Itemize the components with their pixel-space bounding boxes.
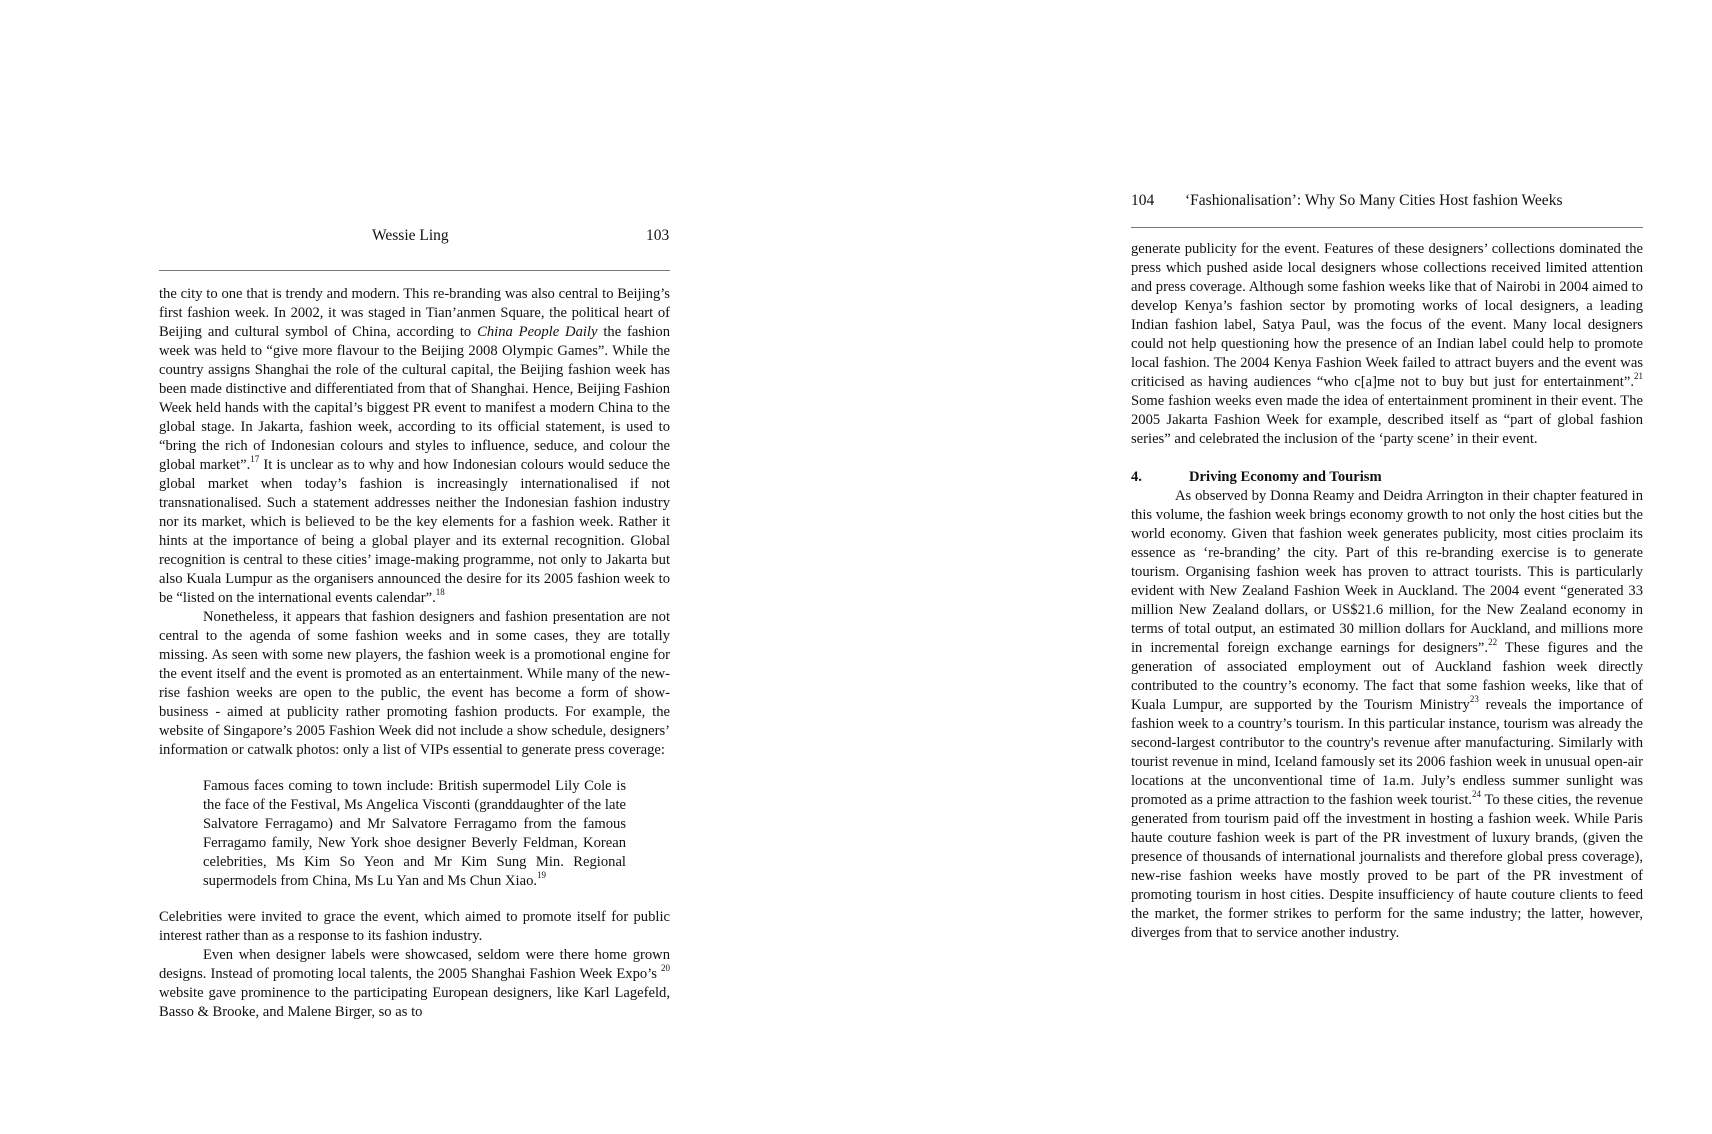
- footnote-ref: 22: [1488, 637, 1498, 648]
- paragraph: generate publicity for the event. Features of these designers’ collections dominated the press which pushed aside local designers whose collections received limited attention and press coverage. Although some fashion weeks like that of Nairobi in 2004 aimed to develop Kenya’s fashion sector by promoting works of local designers, a leading Indian fashion label, Satya Paul, was the focus of the event. Many local designers could not help questioning how the presence of an Indian label could help to promote local fashion. The 2004 Kenya Fashion Week failed to attract buyers and the event was criticised as having audiences “who c[a]me not to buy but just for entertainment”.$^{21}$ Some fashion weeks even made the idea of entertainment prominent in their event. The 2005 Jakarta Fashion Week for example, described itself as “part of global fashion series” and celebrated the inclusion of the ‘party scene’ in their event.: [1131, 241, 1643, 447]
- right-body-text: [1131, 240, 1643, 943]
- running-header-author: Wessie Ling: [372, 227, 449, 244]
- italic-title: China People Daily: [477, 324, 598, 340]
- footnote-ref: 18: [435, 587, 445, 598]
- header-rule: [159, 270, 670, 271]
- footnote-ref: 17: [250, 454, 260, 465]
- left-body-text: [159, 285, 670, 1022]
- footnote-ref: 20: [661, 963, 670, 974]
- section-number: 4.: [1131, 469, 1142, 485]
- footnote-ref: 24: [1472, 789, 1482, 800]
- section-title: Driving Economy and Tourism: [1189, 469, 1382, 485]
- paragraph: Celebrities were invited to grace the event, which aimed to promote itself for public interest rather than as a response to its fashion industry.: [159, 909, 670, 944]
- footnote-ref: 19: [537, 870, 547, 881]
- page-number: 103: [646, 227, 670, 244]
- paragraph: Nonetheless, it appears that fashion designers and fashion presentation are not central to the agenda of some fashion weeks and in some cases, they are totally missing. As seen with some new players, the fashion week is a promotional engine for the event itself and the event is promoted as an entertainment. While many of the new-rise fashion weeks are open to the public, the event has become a form of show-business - aimed at publicity rather promoting fashion products. For example, the website of Singapore’s 2005 Fashion Week did not include a show schedule, designers’ information or catwalk photos: only a list of VIPs essential to generate press coverage:: [159, 609, 670, 758]
- footnote-ref: 23: [1469, 694, 1479, 705]
- page-number: 104: [1131, 192, 1155, 209]
- section-heading: [1131, 468, 1643, 487]
- footnote-ref: 21: [1634, 371, 1643, 382]
- running-header-title: ‘Fashionalisation’: Why So Many Cities Host fashion Weeks: [1185, 192, 1563, 209]
- header-rule: [1131, 227, 1643, 228]
- paragraph: the city to one that is trendy and modern. This re-branding was also central to Beijing’s first fashion week. In 2002, it was staged in Tian’anmen Square, the political heart of Beijing and cultural symbol of China, according to China People Daily the fashion week was held to “give more flavour to the Beijing 2008 Olympic Games”. While the country assigns Shanghai the role of the cultural capital, the Beijing fashion week has been made distinctive and differentiated from that of Shanghai. Hence, Beijing Fashion Week held hands with the capital’s biggest PR event to manifest a modern China to the global stage. In Jakarta, fashion week, according to its official statement, is used to “bring the rich of Indonesian colours and styles to influence, seduce, and colour the global market”.$^{17}$ It is unclear as to why and how Indonesian colours would seduce the global market when today’s fashion is increasingly internationalised if not transnationalised. Such a statement addresses neither the Indonesian fashion industry nor its market, which is believed to be the key elements for a fashion week. Rather it hints at the importance of being a global player and its external recognition. Global recognition is central to these cities’ image-making programme, not only to Jakarta but also Kuala Lumpur as the organisers announced the desire for its 2005 fashion week to be “listed on the international events calendar”.$^{18}$: [159, 286, 670, 606]
- paragraph: As observed by Donna Reamy and Deidra Arrington in their chapter featured in this volume, the fashion week brings economy growth to not only the host cities but the world economy. Given that fashion week generates publicity, most cities proclaim its essence as ‘re-branding’ the city. Part of this re-branding exercise is to generate tourism. Organising fashion week has proven to attract tourists. This is particularly evident with New Zealand Fashion Week in Auckland. The 2004 event “generated 33 million New Zealand dollars, or US$21.6 million, for the New Zealand economy in terms of total output, an estimated 30 million dollars for Auckland, and millions more in incremental foreign exchange earnings for designers”.$^{22}$ These figures and the generation of associated employment out of Auckland fashion week directly contributed to the country’s economy. The fact that some fashion weeks, like that of Kuala Lumpur, are supported by the Tourism Ministry$^{23}$ reveals the importance of fashion week to a country’s tourism. In this particular instance, tourism was already the second-largest contributor to the country's revenue after manufacturing. Similarly with tourist revenue in mind, Iceland famously set its 2006 fashion week in unusual open-air locations at the unconventional time of 1a.m. July’s endless summer sunlight was promoted as a prime attraction to the fashion week tourist.$^{24}$ To these cities, the revenue generated from tourism paid off the investment in hosting a fashion week. While Paris haute couture fashion week is part of the PR investment of luxury brands, (given the presence of thousands of international journalists and therefore global press coverage), new-rise fashion weeks have mostly proved to be part of the PR investment of promoting tourism in host cities. Despite insufficiency of haute couture clients to feed the market, the former strikes to perform for the same industry; the latter, however, diverges from that to service another industry.: [1131, 488, 1644, 941]
- paragraph: Even when designer labels were showcased, seldom were there home grown designs. Instead of promoting local talents, the 2005 Shanghai Fashion Week Expo’s $^{20}$ website gave prominence to the participating European designers, like Karl Lagefeld, Basso & Brooke, and Malene Birger, so as to: [159, 947, 670, 1020]
- block-quote: Famous faces coming to town include: British supermodel Lily Cole is the face of the Festival, Ms Angelica Visconti (granddaughter of the late Salvatore Ferragamo) and Mr Salvatore Ferragamo from the famous Ferragamo family, New York shoe designer Beverly Feldman, Korean celebrities, Ms Kim So Yeon and Mr Kim Sung Min. Regional supermodels from China, Ms Lu Yan and Ms Chun Xiao.$^{19}$: [203, 778, 626, 889]
